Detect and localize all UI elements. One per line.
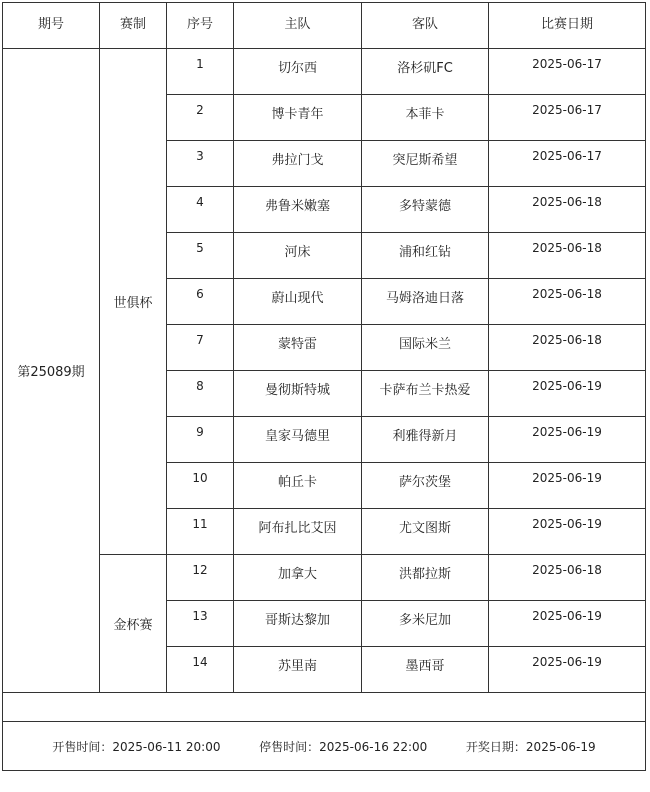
away-team-cell: 多米尼加 <box>362 601 489 647</box>
seq-cell: 13 <box>167 601 234 647</box>
away-team-cell: 洛杉矶FC <box>362 49 489 95</box>
seq-cell: 5 <box>167 233 234 279</box>
away-team-cell: 浦和红钻 <box>362 233 489 279</box>
spacer-cell <box>3 693 646 722</box>
away-team-cell: 本菲卡 <box>362 95 489 141</box>
seq-cell: 3 <box>167 141 234 187</box>
seq-cell: 14 <box>167 647 234 693</box>
spacer-row <box>3 693 646 722</box>
home-team-cell: 帕丘卡 <box>234 463 362 509</box>
fixture-table <box>2 2 646 771</box>
date-cell: 2025-06-18 <box>489 279 646 325</box>
footer-row <box>3 722 646 771</box>
seq-cell: 9 <box>167 417 234 463</box>
format-cell: 金杯赛 <box>100 555 167 693</box>
seq-cell: 8 <box>167 371 234 417</box>
draw-date: 开奖日期：2025-06-19 <box>465 739 596 754</box>
date-cell: 2025-06-19 <box>489 371 646 417</box>
date-cell: 2025-06-18 <box>489 325 646 371</box>
header-period: 期号 <box>3 3 100 49</box>
away-team-cell: 利雅得新月 <box>362 417 489 463</box>
away-team-cell: 萨尔茨堡 <box>362 463 489 509</box>
home-team-cell: 蔚山现代 <box>234 279 362 325</box>
header-home: 主队 <box>234 3 362 49</box>
away-team-cell: 尤文图斯 <box>362 509 489 555</box>
home-team-cell: 博卡青年 <box>234 95 362 141</box>
away-team-cell: 墨西哥 <box>362 647 489 693</box>
seq-cell: 2 <box>167 95 234 141</box>
home-team-cell: 苏里南 <box>234 647 362 693</box>
date-cell: 2025-06-18 <box>489 555 646 601</box>
home-team-cell: 加拿大 <box>234 555 362 601</box>
seq-cell: 1 <box>167 49 234 95</box>
sale-stop-time: 停售时间：2025-06-16 22:00 <box>259 739 428 754</box>
home-team-cell: 弗拉门戈 <box>234 141 362 187</box>
home-team-cell: 阿布扎比艾因 <box>234 509 362 555</box>
away-team-cell: 国际米兰 <box>362 325 489 371</box>
table-row <box>3 555 646 601</box>
format-cell: 世俱杯 <box>100 49 167 555</box>
away-team-cell: 卡萨布兰卡热爱 <box>362 371 489 417</box>
seq-cell: 10 <box>167 463 234 509</box>
date-cell: 2025-06-17 <box>489 141 646 187</box>
seq-cell: 7 <box>167 325 234 371</box>
away-team-cell: 洪都拉斯 <box>362 555 489 601</box>
header-row <box>3 3 646 49</box>
sale-start-time: 开售时间：2025-06-11 20:00 <box>52 739 221 754</box>
away-team-cell: 多特蒙德 <box>362 187 489 233</box>
date-cell: 2025-06-17 <box>489 49 646 95</box>
date-cell: 2025-06-18 <box>489 187 646 233</box>
away-team-cell: 突尼斯希望 <box>362 141 489 187</box>
seq-cell: 4 <box>167 187 234 233</box>
seq-cell: 12 <box>167 555 234 601</box>
header-date: 比赛日期 <box>489 3 646 49</box>
home-team-cell: 弗鲁米嫩塞 <box>234 187 362 233</box>
period-cell: 第25089期 <box>3 49 100 693</box>
seq-cell: 11 <box>167 509 234 555</box>
table-row <box>3 49 646 95</box>
home-team-cell: 河床 <box>234 233 362 279</box>
home-team-cell: 切尔西 <box>234 49 362 95</box>
home-team-cell: 蒙特雷 <box>234 325 362 371</box>
home-team-cell: 皇家马德里 <box>234 417 362 463</box>
home-team-cell: 哥斯达黎加 <box>234 601 362 647</box>
seq-cell: 6 <box>167 279 234 325</box>
date-cell: 2025-06-19 <box>489 647 646 693</box>
date-cell: 2025-06-19 <box>489 463 646 509</box>
away-team-cell: 马姆洛迪日落 <box>362 279 489 325</box>
home-team-cell: 曼彻斯特城 <box>234 371 362 417</box>
date-cell: 2025-06-19 <box>489 509 646 555</box>
date-cell: 2025-06-19 <box>489 417 646 463</box>
header-seq: 序号 <box>167 3 234 49</box>
date-cell: 2025-06-19 <box>489 601 646 647</box>
footer-cell <box>3 722 646 771</box>
header-away: 客队 <box>362 3 489 49</box>
date-cell: 2025-06-17 <box>489 95 646 141</box>
header-format: 赛制 <box>100 3 167 49</box>
date-cell: 2025-06-18 <box>489 233 646 279</box>
